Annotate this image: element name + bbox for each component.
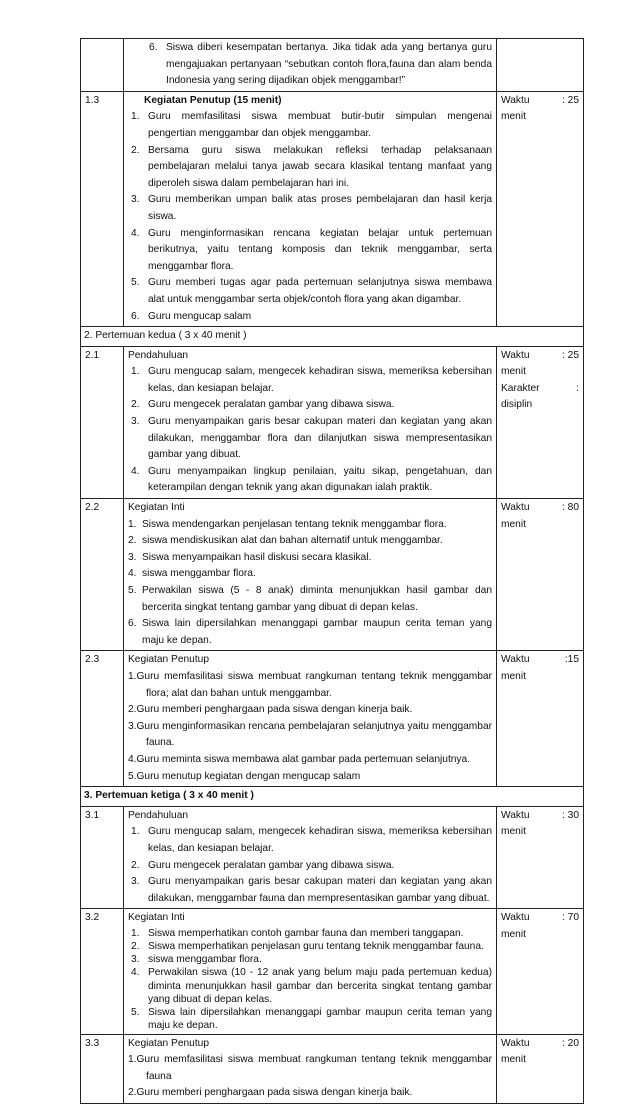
time-value: : 80	[562, 502, 579, 514]
time-label: Waktu	[501, 94, 530, 106]
step-number: 6.	[149, 42, 158, 53]
step-item	[128, 109, 492, 142]
activity-description	[124, 91, 497, 326]
activity-row	[81, 499, 584, 651]
step-item	[128, 1006, 492, 1032]
section-title: 2. Pertemuan kedua ( 3 x 40 menit )	[81, 327, 584, 347]
step-number: 6.	[131, 310, 140, 322]
time-label: Waktu	[501, 1037, 530, 1049]
activity-heading: Kegiatan Inti	[128, 502, 185, 514]
step-text: Siswa memperhatikan contoh gambar fauna dan memberi tanggapan.	[148, 927, 464, 939]
activity-steps	[128, 669, 492, 785]
step-item	[128, 226, 492, 276]
step-number: 4.	[131, 465, 140, 477]
activity-row	[81, 39, 584, 92]
activity-row	[81, 346, 584, 498]
activity-number: 2.3	[81, 651, 124, 787]
activity-number	[81, 39, 124, 92]
step-item	[128, 192, 492, 225]
step-number: 5.	[131, 277, 140, 289]
step-text: Siswa lain dipersilahkan menanggapi gambar maupun cerita teman yang maju ke depan.	[142, 618, 492, 646]
time-allocation	[497, 346, 584, 498]
step-text: siswa menggambar flora.	[148, 954, 262, 966]
step-number: 2.	[131, 941, 140, 953]
time-allocation	[497, 499, 584, 651]
step-text: Guru mengucap salam, mengecek kehadiran siswa, memeriksa kebersihan kelas, dan kesiapan belajar.	[148, 826, 492, 854]
activity-row	[81, 651, 584, 787]
time-unit: menit	[501, 366, 526, 378]
step-number: 1.	[131, 826, 140, 838]
step-number: 2.	[131, 144, 140, 156]
step-number: 1.	[131, 927, 140, 939]
step-text: Bersama guru siswa melakukan refleksi terhadap pelaksanaan pembelajaran melalui tanya jawab secara klasikal tentang manfaat yang diperoleh siswa dalam pembelajaran hari ini.	[148, 144, 492, 189]
step-item	[128, 752, 492, 769]
step-text: Guru memberi tugas agar pada pertemuan selanjutnya siswa membawa alat untuk menggambar serta objek/contoh flora yang akan digambar.	[148, 277, 492, 305]
step-text: Guru mengucap salam	[148, 310, 252, 322]
time-allocation	[497, 39, 584, 92]
step-item	[128, 464, 492, 497]
step-number: 5.	[128, 770, 137, 782]
section-row	[81, 787, 584, 807]
step-item	[128, 1052, 492, 1085]
step-number: 2.	[131, 399, 140, 411]
step-item	[128, 616, 492, 649]
step-text: Guru menginformasikan rencana pembelajaran selanjutnya yaitu menggambar fauna.	[136, 720, 492, 749]
section-title: 3. Pertemuan ketiga ( 3 x 40 menit )	[81, 787, 584, 807]
step-item	[128, 533, 492, 550]
activity-description	[124, 346, 497, 498]
step-number: 3.	[131, 954, 140, 966]
step-item	[128, 517, 492, 534]
time-value: :15	[564, 654, 579, 666]
time-value: : 70	[562, 912, 579, 924]
activity-heading: Kegiatan Penutup	[128, 654, 210, 666]
step-text: Siswa lain dipersilahkan menanggapi gambar maupun cerita teman yang maju ke depan.	[148, 1007, 492, 1032]
step-text: Guru mengecek peralatan gambar yang dibawa siswa.	[148, 859, 395, 871]
character-label: Karakter	[501, 382, 540, 394]
activity-description	[124, 806, 497, 909]
step-item	[128, 824, 492, 857]
lesson-plan-table	[80, 38, 584, 1104]
time-label: Waktu	[501, 654, 530, 666]
activity-number: 2.1	[81, 346, 124, 498]
time-allocation	[497, 909, 584, 1034]
step-text: Perwakilan siswa (10 - 12 anak yang belum maju pada pertemuan kedua) diminta menunjukkan hasil gambar dan bercerita singkat tentang gambar yang dibuat di depan kelas.	[148, 967, 492, 1005]
step-text: Guru menginformasikan rencana kegiatan belajar untuk pertemuan berikutnya, yaitu tentang komposis dan teknik menggambar, serta menggambar flora.	[148, 227, 492, 272]
step-number: 2.	[128, 704, 137, 716]
activity-number: 2.2	[81, 499, 124, 651]
activity-steps	[128, 517, 492, 650]
activity-heading: Pendahuluan	[128, 349, 189, 361]
step-item	[128, 1085, 492, 1102]
step-number: 4.	[131, 967, 140, 979]
step-text: Siswa menyampaikan hasil diskusi secara klasikal.	[142, 551, 372, 563]
activity-steps	[128, 927, 492, 1033]
step-text: Guru memfasilitasi siswa membuat rangkuman tentang teknik menggambar flora; alat dan bahan untuk menggambar.	[136, 670, 492, 699]
time-unit: menit	[501, 518, 526, 530]
step-number: 3.	[131, 416, 140, 428]
step-text: Guru memberi penghargaan pada siswa dengan kinerja baik.	[136, 1087, 413, 1099]
step-text: Guru memberi penghargaan pada siswa dengan kinerja baik.	[136, 704, 413, 716]
time-value: : 25	[562, 349, 579, 361]
activity-row	[81, 806, 584, 909]
time-label: Waktu	[501, 809, 530, 821]
step-item	[128, 566, 492, 583]
time-value: : 20	[562, 1037, 579, 1049]
activity-steps	[128, 364, 492, 497]
activity-description	[124, 1034, 497, 1103]
step-text: Guru menyampaikan garis besar cakupan materi dan kegiatan yang akan dilakukan, menggambar fauna dan mempresentasikan gambar yang dibuat.	[148, 876, 492, 904]
step-item	[128, 940, 492, 953]
step-item	[128, 966, 492, 1006]
step-number: 1.	[128, 670, 137, 682]
step-text: Guru menyampaikan garis besar cakupan materi dan kegiatan yang akan dilakukan, menggambar flora dan dilanjutkan siswa mempresentasikan gambar yang dibuat.	[148, 416, 492, 461]
step-number: 2.	[128, 535, 137, 547]
time-allocation	[497, 91, 584, 326]
time-unit: menit	[501, 826, 526, 838]
step-text: Guru memberikan umpan balik atas proses pembelajaran dan hasil kerja siswa.	[148, 194, 492, 222]
step-number: 3.	[131, 194, 140, 206]
time-label: Waktu	[501, 912, 530, 924]
step-number: 1.	[131, 111, 140, 123]
step-number: 5.	[128, 585, 137, 596]
step-number: 3.	[128, 551, 137, 563]
step-text: Siswa memperhatikan penjelasan guru tentang teknik menggambar fauna.	[148, 941, 484, 953]
step-item	[128, 364, 492, 397]
step-number: 1.	[128, 518, 137, 530]
activity-number: 1.3	[81, 91, 124, 326]
activity-description	[124, 909, 497, 1034]
activity-description	[124, 651, 497, 787]
step-number: 2.	[128, 1087, 137, 1099]
step-item	[128, 143, 492, 193]
time-value: : 30	[562, 809, 579, 821]
activity-heading: Kegiatan Penutup (15 menit)	[144, 94, 282, 106]
step-text: siswa menggambar flora.	[142, 568, 256, 580]
activity-row	[81, 909, 584, 1034]
activity-steps	[128, 1052, 492, 1102]
step-number: 1.	[131, 366, 140, 378]
time-value: : 25	[562, 94, 579, 106]
step-number: 2.	[131, 859, 140, 871]
step-text: Perwakilan siswa (5 - 8 anak) diminta menunjukkan hasil gambar dan bercerita singkat tentang gambar yang dibuat di depan kelas.	[142, 585, 492, 613]
time-allocation	[497, 651, 584, 787]
activity-steps	[128, 109, 492, 325]
time-allocation	[497, 1034, 584, 1103]
activity-heading: Kegiatan Penutup	[128, 1037, 210, 1049]
activity-number: 3.3	[81, 1034, 124, 1103]
lesson-plan-body	[81, 39, 584, 1104]
step-text: Guru menyampaikan lingkup penilaian, yaitu sikap, pengetahuan, dan keterampilan dengan teknik yang akan digunakan ialah praktik.	[148, 465, 492, 494]
activity-row	[81, 1034, 584, 1103]
step-text: Siswa diberi kesempatan bertanya. Jika tidak ada yang bertanya guru mengajuakan pertanyaan “sebutkan contoh flora,fauna dan alam benda Indonesia yang sering dijadikan objek menggambar!”	[166, 42, 492, 87]
step-item	[128, 397, 492, 414]
step-item	[128, 874, 492, 907]
step-text: Guru menutup kegiatan dengan mengucap salam	[136, 770, 361, 782]
step-item	[128, 953, 492, 966]
step-number: 3.	[128, 720, 137, 732]
activity-row	[81, 91, 584, 326]
step-number: 4.	[128, 568, 137, 580]
step-item	[128, 719, 492, 752]
step-text: Guru mengucap salam, mengecek kehadiran siswa, memeriksa kebersihan kelas, dan kesiapan belajar.	[148, 366, 492, 394]
step-number: 4.	[128, 753, 137, 765]
step-item	[146, 40, 492, 90]
time-label: Waktu	[501, 349, 530, 361]
time-unit: menit	[501, 111, 526, 123]
activity-heading: Pendahuluan	[128, 809, 189, 821]
time-allocation	[497, 806, 584, 909]
activity-description	[124, 39, 497, 92]
activity-number: 3.1	[81, 806, 124, 909]
character-colon: :	[576, 382, 579, 394]
step-item	[128, 583, 492, 616]
step-item	[128, 414, 492, 464]
activity-heading: Kegiatan Inti	[128, 912, 185, 924]
step-number: 5.	[131, 1007, 140, 1019]
step-item	[128, 309, 492, 326]
step-item	[128, 550, 492, 567]
section-row	[81, 327, 584, 347]
step-text: Siswa mendengarkan penjelasan tentang teknik menggambar flora.	[142, 518, 447, 530]
step-item	[128, 702, 492, 719]
activity-number: 3.2	[81, 909, 124, 1034]
step-number: 3.	[131, 876, 140, 888]
step-number: 1.	[128, 1054, 137, 1066]
time-unit: menit	[501, 1054, 526, 1066]
character-value: disiplin	[501, 399, 533, 411]
step-text: Guru memfasilitasi siswa membuat butir-butir simpulan mengenai pengertian menggambar dan objek menggambar.	[148, 111, 492, 139]
step-item	[128, 858, 492, 875]
step-text: Guru memfasilitasi siswa membuat rangkuman tentang teknik menggambar fauna	[136, 1054, 492, 1082]
time-label: Waktu	[501, 502, 530, 514]
step-text: Guru mengecek peralatan gambar yang dibawa siswa.	[148, 399, 395, 411]
step-text: siswa mendiskusikan alat dan bahan alternatif untuk menggambar.	[142, 535, 443, 547]
time-unit: menit	[501, 928, 526, 940]
activity-description	[124, 499, 497, 651]
time-unit: menit	[501, 670, 526, 682]
step-text: Guru meminta siswa membawa alat gambar pada pertemuan selanjutnya.	[136, 753, 471, 765]
step-number: 6.	[128, 618, 137, 630]
step-item	[128, 927, 492, 940]
step-item	[128, 769, 492, 786]
step-item	[128, 275, 492, 308]
activity-steps	[128, 40, 492, 90]
step-number: 4.	[131, 227, 140, 239]
activity-steps	[128, 824, 492, 907]
step-item	[128, 669, 492, 702]
